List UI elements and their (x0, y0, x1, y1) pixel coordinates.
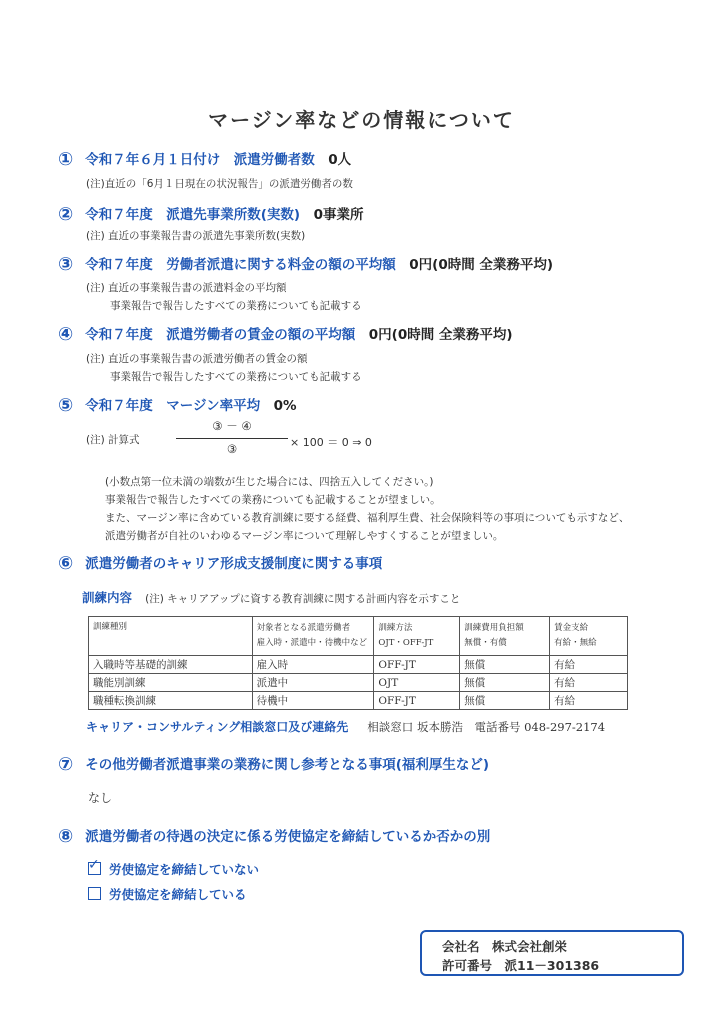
cell-type: 入職時等基礎的訓練 (89, 656, 253, 674)
permit-number-line: 許可番号 派11－301386 (442, 958, 600, 973)
cell-method: OFF-JT (374, 656, 460, 674)
table-row (89, 656, 628, 674)
section-5-note-3: また、マージン率に含めている教育訓練に要する経費、福利厚生費、社会保険料等の事項についても示すなど、 (105, 512, 630, 524)
section-4-note-1: (注) 直近の事業報告書の派遣労働者の賃金の額 (86, 353, 308, 365)
cell-wage: 有給 (550, 692, 628, 710)
cell-target: 派遣中 (252, 674, 374, 692)
cell-cost: 無償 (460, 656, 550, 674)
page-title: マージン率などの情報について (208, 108, 515, 132)
company-name-line: 会社名 株式会社創栄 (442, 939, 568, 954)
company-info-box (420, 930, 684, 976)
col-header-target: 対象者となる派遣労働者 雇入時・派遣中・待機中など (252, 617, 374, 656)
col-header-method: 訓練方法 OJT・OFF-JT (374, 617, 460, 656)
section-4-heading: ④ 令和７年度 派遣労働者の賃金の額の平均額 0円(0時間 全業務平均) (58, 324, 513, 345)
career-contact: 相談窓口 坂本勝浩 電話番号 048-297-2174 (367, 720, 606, 734)
section-1-heading: ① 令和７年６月１日付け 派遣労働者数 0人 (58, 149, 352, 170)
cell-type: 職種転換訓練 (89, 692, 253, 710)
section-5-note-4: 派遣労働者が自社のいわゆるマージン率について理解しやすくすることが望ましい。 (105, 530, 504, 542)
formula-numerator: ③ － ④ (176, 418, 288, 439)
agreement-option-concluded[interactable]: 労使協定を締結している (88, 885, 247, 903)
training-note: (注) キャリアアップに資する教育訓練に関する計画内容を示すこと (145, 593, 461, 605)
section-7-body: なし (88, 791, 113, 805)
training-header (82, 587, 460, 606)
career-label: キャリア・コンサルティング相談窓口及び連絡先 (86, 720, 349, 734)
section-3-note-2: 事業報告で報告したすべての業務についても記載する (110, 300, 362, 312)
formula-denominator: ③ (226, 442, 238, 456)
col-header-type: 訓練種別 (89, 617, 253, 656)
section-5-heading: ⑤ 令和７年度 マージン率平均 0% (58, 395, 297, 416)
cell-wage: 有給 (550, 674, 628, 692)
col-header-wage: 賃金支給 有給・無給 (550, 617, 628, 656)
training-table (88, 616, 628, 710)
training-label: 訓練内容 (82, 590, 133, 605)
cell-wage: 有給 (550, 656, 628, 674)
unchecked-checkbox[interactable] (88, 887, 101, 900)
section-2-heading: ② 令和７年度 派遣先事業所数(実数) 0事業所 (58, 204, 364, 225)
table-header-row (89, 617, 628, 656)
margin-formula (176, 418, 288, 456)
section-3-heading: ③ 令和７年度 労働者派遣に関する料金の額の平均額 0円(0時間 全業務平均) (58, 254, 554, 275)
section-3-note-1: (注) 直近の事業報告書の派遣料金の平均額 (86, 282, 287, 294)
cell-method: OJT (374, 674, 460, 692)
table-row (89, 674, 628, 692)
checked-checkbox[interactable] (88, 857, 101, 875)
section-1-note: (注)直近の「6月１日現在の状況報告」の派遣労働者の数 (86, 178, 353, 190)
cell-method: OFF-JT (374, 692, 460, 710)
check-icon: ✓ (88, 857, 100, 873)
section-6-heading: ⑥ 派遣労働者のキャリア形成支援制度に関する事項 (58, 553, 383, 574)
cell-cost: 無償 (460, 692, 550, 710)
cell-target: 待機中 (252, 692, 374, 710)
formula-rest: × 100 ＝ 0 ⇒ 0 (290, 436, 372, 449)
career-consulting (86, 716, 605, 735)
cell-cost: 無償 (460, 674, 550, 692)
table-row (89, 692, 628, 710)
cell-target: 雇入時 (252, 656, 374, 674)
section-5-note-1: (小数点第一位未満の端数が生じた場合には、四捨五入してください。) (105, 476, 434, 488)
formula-label: (注) 計算式 (86, 434, 140, 446)
section-2-note: (注) 直近の事業報告書の派遣先事業所数(実数) (86, 230, 306, 242)
section-5-note-2: 事業報告で報告したすべての業務についても記載することが望ましい。 (105, 494, 441, 506)
col-header-cost: 訓練費用負担額 無償・有償 (460, 617, 550, 656)
cell-type: 職能別訓練 (89, 674, 253, 692)
section-4-note-2: 事業報告で報告したすべての業務についても記載する (110, 371, 362, 383)
section-8-heading: ⑧ 派遣労働者の待遇の決定に係る労使協定を締結しているか否かの別 (58, 826, 491, 847)
agreement-option-not-concluded[interactable]: ✓ 労使協定を締結していない (88, 857, 260, 877)
section-7-heading: ⑦ その他労働者派遣事業の業務に関し参考となる事項(福利厚生など) (58, 754, 490, 775)
